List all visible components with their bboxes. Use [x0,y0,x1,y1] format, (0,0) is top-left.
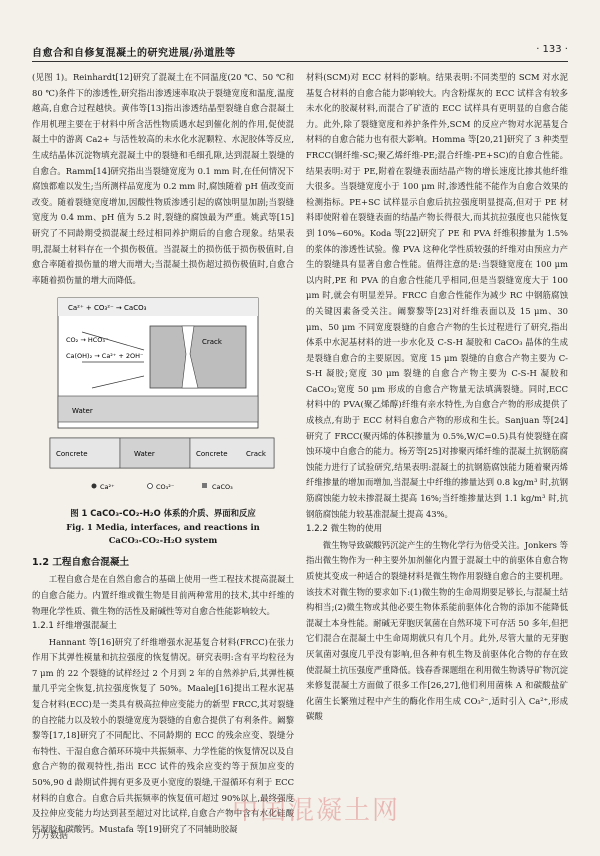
intro-paragraph: (见图 1)。Reinhardt[12]研究了混凝土在不同温度(20 ℃、50 ℃和 80 ℃)条件下的渗透性,研究指出渗透速率取决于裂缝宽度和温度,温度越高,自愈合过程越快。黄伟等[13]指出渗透结晶型裂缝自愈合混凝土作用机理主要在于材料中所含活性物质遇水起到催化剂的作用,促使混凝土中的游离 Ca2+ 与活性较高的未水化水泥颗粒、水泥胶体等反应,生成结晶体沉淀物填充混凝土中的裂缝和毛细孔隙,达到混凝土裂缝的自愈合。Ramm[14]研究指出当裂缝宽度为 0.1 mm 时,在任何情况下腐蚀都难以发生;当所测样品宽度为 0.2 mm 时,腐蚀随着 pH 值改变而改变。随着裂缝宽度增加,因酸性物质渗透引起的腐蚀明显加剧;当裂缝宽度为 0.4 mm、pH 值为 5.2 时,裂缝的腐蚀最为严重。姚武等[15]研究了不同龄期受损混凝土经过相同养护期后的自愈合现象。结果表明,混凝土材料存在一个损伤极值。当混凝土的损伤低于损伤极值时,自愈合率随着损伤量的增大而增大;当混凝土损伤超过损伤极值时,自愈合率随着损伤量的增大而降低。 [32,72,294,285]
left-column [32,70,294,837]
water-label: Water [72,407,93,416]
co2-label: CO₂ → HCO₃⁻ [66,336,109,345]
ion-dot-caco3 [202,483,207,488]
section-paragraph: 工程自愈合是在自然自愈合的基础上使用一些工程技术提高混凝土的自愈合能力。内置纤维或微生物是目前两种常用的技术,其中纤维的物理化学性质、微生物的活性及耐碱性等对自愈合性能影响较大。 [32,574,294,616]
fiber-paragraph: Hannant 等[16]研究了纤维增强水泥基复合材料(FRCC)在张力作用下其弹性模量和抗拉强度的恢复情况。研究表明:含有平均粒径为 7 μm 的 22 个裂缝的试样经过 2 个月到 2 年的自然养护后,其弹性模量几乎完全恢复,抗拉强度恢复了 50%。Maalej[16]提出工程水泥基复合材料(ECC)是一类具有极高拉伸应变能力的新型 FRCC,其对裂缝的自控能力以及较小的裂缝宽度为裂缝的自愈合提供了有利条件。阚黎黎等[17,18]研究了不同配比、不同龄期的 ECC 的残余应变、裂缝分布特性、干湿自愈合循环环境中共振频率、力学性能的恢复情况以及自愈合产物的微观特性,指出 ECC 试件的残余应变约等于预加应变的 50%,90 d 龄期试件拥有更多及更小宽度的裂缝,干湿循环有利于 ECC 材料的自愈合。自愈合后共振频率的恢复值可超过 90%以上,最终强度及拉伸应变能力均达到甚至超过对比试样,自愈合产物中含有水化硅酸钙凝胶和碳酸钙。Mustafa 等[19]研究了不同辅助胶凝 [32,636,294,834]
ion-label-ca: Ca²⁺ [100,483,115,492]
figure-caption-en-line1: Fig. 1 Media, interfaces, and reactions in [66,522,260,533]
figure-caption-cn: 图 1 CaCO₃-CO₂-H₂O 体系的介质、界面和反应 [70,508,256,519]
header-rule [32,61,568,62]
right-column [306,70,568,725]
subsection-heading-1-2-2: 1.2.2 微生物的使用 [306,524,383,535]
section-heading-1-2: 1.2 工程自愈合混凝土 [32,557,130,569]
subsection-heading-1-2-1: 1.2.1 纤维增强混凝土 [32,621,117,632]
crack-label: Crack [202,338,222,347]
bottom-concrete-left: Concrete [56,450,88,459]
watermark: 中国混凝土网 [232,796,401,826]
figure-1 [32,292,294,500]
concrete-block [150,326,246,388]
ion-label-caco3: CaCO₃ [212,483,233,492]
reaction-label: Ca(OH)₂ → Ca²⁺ + 2OH⁻ [66,352,144,361]
bottom-water: Water [134,450,155,459]
bottom-concrete-right: Concrete [196,450,228,459]
figure-1-diagram [32,292,294,500]
ion-label-co3: CO₃²⁻ [156,483,175,492]
ion-dot-co3 [148,484,153,489]
top-reaction-label: Ca²⁺ + CO₃²⁻ → CaCO₃ [68,304,147,313]
bottom-crack: Crack [246,450,266,459]
footer-publisher: 万方数据 [32,831,69,841]
right-paragraph-2: 微生物导致碳酸钙沉淀产生的生物化学行为倍受关注。Jonkers 等指出微生物作为一种主要外加剂催化内置于混凝土中的前驱体自愈合物质使其变成一种适合的裂缝材料是微生物作用裂缝自愈合的主要机理。该技术对微生物的要求如下:(1)微生物的生命周期要足够长,与混凝土结构相当;(2)微生物或其他必要生物体系能前驱体化合物的添加不能降低混凝土本身性能。耐碱无芽胞厌氧菌在自然环境下可存活 50 多年,但把它们混合在混凝土中生命周期就只有几个月。此外,尽管大量的无芽胞厌氧菌对强度几乎没有影响,但各种有机生物及前驱体化合物的存在致使混凝土抗压强度严重降低。钱春香课题组在利用微生物诱导矿物沉淀来修复混凝土方面做了很多工作[26,27],他们利用菌株 A 和碳酸盐矿化菌生长繁殖过程中产生的酶化作用生成 CO₃²⁻,适时引入 Ca²⁺,形成碳酸 [306,539,568,722]
figure-caption-en-line2: CaCO₃-CO₂-H₂O system [108,535,218,546]
ion-dot-ca [92,484,97,489]
right-paragraph-1: 材料(SCM)对 ECC 材料的影响。结果表明:不同类型的 SCM 对水泥基复合材料的自愈合能力影响较大。内含粉煤灰的 ECC 试样含有较多未水化的胶凝材料,而混合了矿渣的 ECC 试样具有更明显的自愈合能力。此外,除了裂缝宽度和养护条件外,SCM 的反应产物对水泥基复合材料的自愈合能力也有很大影响。Homma 等[20,21]研究了 3 种类型 FRCC(钢纤维-SC;聚乙烯纤维-PE;混合纤维-PE+SC)的自愈合性能。结果表明:对于 PE,附着在裂缝表面结晶产物的增长速度比掺其他纤维大很多。当裂缝宽度小于 100 μm 时,渗透性能不能作为自愈合效果的检测指标。PE+SC 试样显示自愈后抗拉强度明显提高,但对于 PE 材料即使附着在裂缝表面的结晶产物长得很大,而其抗拉强度也只能恢复到 10%~60%。Koda 等[22]研究了 PE 和 PVA 纤维积掺量为 1.5%的浆体的渗透性试验。像 PVA 这种化学性质较强的纤维对由预应力产生的裂缝具有显著自愈合性能。值得注意的是:当裂缝宽度在 100 μm 以内时,PE 和 PVA 的自愈合性能几乎相同,但是当裂缝宽度大于 100 μm 时,就会有明显差异。FRCC 自愈合性能作为减少 RC 中钢筋腐蚀的关键因素备受关注。阚黎黎等[23]对纤维表面以及 15 μm、30 μm、50 μm 不同宽度裂缝的自愈合产物的生长过程进行了研究,指出体系中水泥基材料的进一步水化及 C-S-H 凝胶和 CaCO₃ 晶体的生成是裂缝自愈合的主要原因。宽度 15 μm 裂缝的自愈合产物主要为 C-S-H 凝胶;宽度 30 μm 裂缝的自愈合产物主要为 C-S-H 凝胶和 CaCO₃;宽度 50 μm 形成的自愈合产物量无法填满裂缝。同时,ECC 材料中的 PVA(聚乙烯醇)纤维有亲水特性,为自愈合产物的形成提供了成核点,有助于 ECC 材料自愈合产物的形成和生长。Sanjuan 等[24]研究了 FRCC(聚丙烯的体积掺量为 0.5%,W/C=0.5)具有使裂缝在腐蚀环境中自愈合的能力。杨芳等[25]对掺聚丙烯纤维的混凝土抗钢筋腐蚀能力进行了试验研究,结果表明:混凝土的抗钢筋腐蚀能力随着聚丙烯纤维掺量的增加而增加,当混凝土中纤维的掺量达到 0.8 kg/m³ 时,抗钢筋腐蚀能力较未掺混凝土提高 16%;当纤维掺量达到 1.1 kg/m³ 时,抗钢筋腐蚀能力较基准混凝土提高 43%。 [306,72,568,519]
page-number: · 133 · [536,44,568,55]
bottom-water-block [120,438,190,468]
running-title: 自愈合和自修复混凝土的研究进展/孙道胜等 [32,48,236,59]
